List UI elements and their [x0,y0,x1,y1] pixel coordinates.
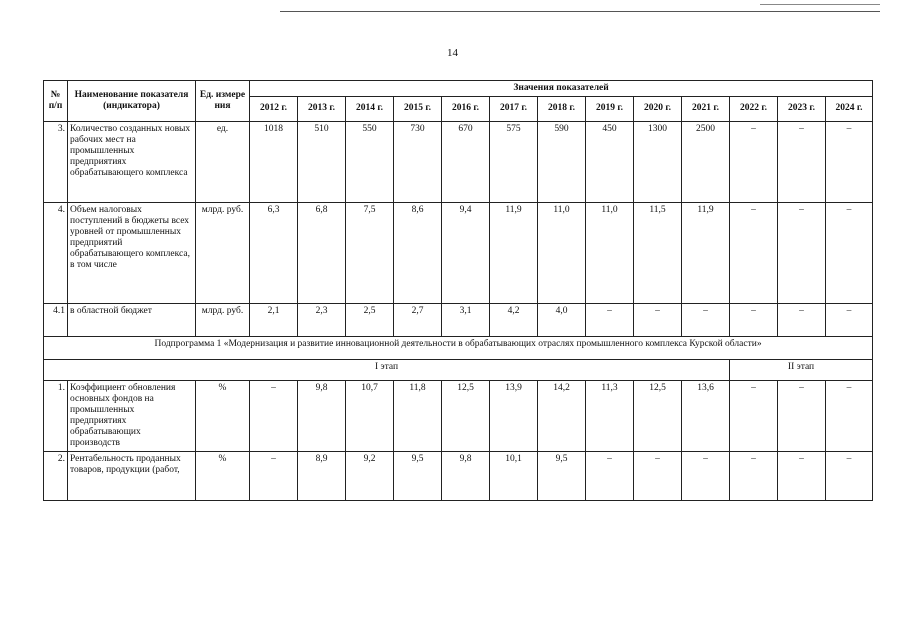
value-cell: – [586,451,634,500]
row-num: 4. [44,202,68,303]
value-cell: 12,5 [442,380,490,451]
value-cell: 11,5 [634,202,682,303]
value-cell: – [682,451,730,500]
value-cell: 11,0 [586,202,634,303]
row-name: Рентабельность проданных товаров, продукции (работ, [68,451,196,500]
value-cell: 6,3 [250,202,298,303]
value-cell: – [250,380,298,451]
scan-artifact-line [280,11,880,12]
value-cell: 670 [442,121,490,202]
value-cell: 9,5 [538,451,586,500]
row-name: Коэффициент обновления основных фондов на промышленных предприятиях обрабатывающих производств [68,380,196,451]
value-cell: 575 [490,121,538,202]
value-cell: 9,4 [442,202,490,303]
year-header: 2015 г. [394,96,442,121]
year-header: 2017 г. [490,96,538,121]
value-cell: 9,5 [394,451,442,500]
table-row [44,380,873,451]
value-cell: 2,5 [346,303,394,336]
value-cell: – [634,303,682,336]
value-cell: 10,1 [490,451,538,500]
value-cell: – [250,451,298,500]
row-unit: ед. [196,121,250,202]
value-cell: 8,9 [298,451,346,500]
header-row-1 [44,81,873,97]
value-cell: 730 [394,121,442,202]
col-header-name: Наименование показателя (индикатора) [68,81,196,122]
row-unit: % [196,451,250,500]
value-cell: 7,5 [346,202,394,303]
value-cell: 2,7 [394,303,442,336]
value-cell: – [730,380,778,451]
year-header: 2013 г. [298,96,346,121]
row-unit: млрд. руб. [196,202,250,303]
value-cell: 11,9 [682,202,730,303]
row-name: Объем налоговых поступлений в бюджеты всех уровней от промышленных предприятий обрабатывающего комплекса, в том числе [68,202,196,303]
value-cell: 8,6 [394,202,442,303]
value-cell: 4,0 [538,303,586,336]
value-cell: 3,1 [442,303,490,336]
value-cell: – [634,451,682,500]
value-cell: 11,0 [538,202,586,303]
row-num: 3. [44,121,68,202]
value-cell: 11,3 [586,380,634,451]
year-header: 2018 г. [538,96,586,121]
value-cell: 2,1 [250,303,298,336]
year-header: 2024 г. [826,96,873,121]
value-cell: – [826,303,873,336]
scan-artifact-line-short [760,4,880,5]
value-cell: 13,6 [682,380,730,451]
col-header-num: № п/п [44,81,68,122]
value-cell: 510 [298,121,346,202]
year-header: 2019 г. [586,96,634,121]
value-cell: 11,9 [490,202,538,303]
year-header: 2021 г. [682,96,730,121]
col-header-values: Значения показателей [250,81,873,97]
stage-row [44,359,873,380]
value-cell: – [730,451,778,500]
table-row [44,451,873,500]
subprogram-row [44,336,873,359]
value-cell: 9,2 [346,451,394,500]
value-cell: – [730,121,778,202]
row-name: Количество созданных новых рабочих мест на промышленных предприятиях обрабатывающего комплекса [68,121,196,202]
value-cell: 10,7 [346,380,394,451]
table-row [44,303,873,336]
value-cell: – [826,451,873,500]
value-cell: 13,9 [490,380,538,451]
year-header: 2016 г. [442,96,490,121]
value-cell: – [730,303,778,336]
value-cell: – [826,121,873,202]
row-num: 2. [44,451,68,500]
value-cell: 1018 [250,121,298,202]
value-cell: – [682,303,730,336]
value-cell: 12,5 [634,380,682,451]
value-cell: – [778,202,826,303]
stage-2-label: II этап [730,359,873,380]
year-header: 2020 г. [634,96,682,121]
value-cell: 2,3 [298,303,346,336]
indicators-table [43,80,873,501]
year-header: 2014 г. [346,96,394,121]
year-header: 2012 г. [250,96,298,121]
row-num: 4.1 [44,303,68,336]
value-cell: 4,2 [490,303,538,336]
row-name: в областной бюджет [68,303,196,336]
value-cell: – [778,121,826,202]
value-cell: 11,8 [394,380,442,451]
value-cell: – [586,303,634,336]
value-cell: – [826,202,873,303]
value-cell: – [778,303,826,336]
value-cell: 590 [538,121,586,202]
value-cell: 9,8 [298,380,346,451]
row-num: 1. [44,380,68,451]
subprogram-title: Подпрограмма 1 «Модернизация и развитие инновационной деятельности в обрабатывающих отраслях промышленного комплекса Курской области» [44,336,873,359]
value-cell: 450 [586,121,634,202]
value-cell: 14,2 [538,380,586,451]
row-unit: млрд. руб. [196,303,250,336]
col-header-unit: Ед. измере ния [196,81,250,122]
value-cell: 1300 [634,121,682,202]
year-header: 2022 г. [730,96,778,121]
value-cell: 550 [346,121,394,202]
value-cell: – [826,380,873,451]
table-row [44,121,873,202]
value-cell: – [778,380,826,451]
value-cell: 6,8 [298,202,346,303]
value-cell: 2500 [682,121,730,202]
value-cell: 9,8 [442,451,490,500]
value-cell: – [730,202,778,303]
page-number: 14 [447,47,458,59]
value-cell: – [778,451,826,500]
stage-1-label: I этап [44,359,730,380]
year-header: 2023 г. [778,96,826,121]
table-row [44,202,873,303]
row-unit: % [196,380,250,451]
